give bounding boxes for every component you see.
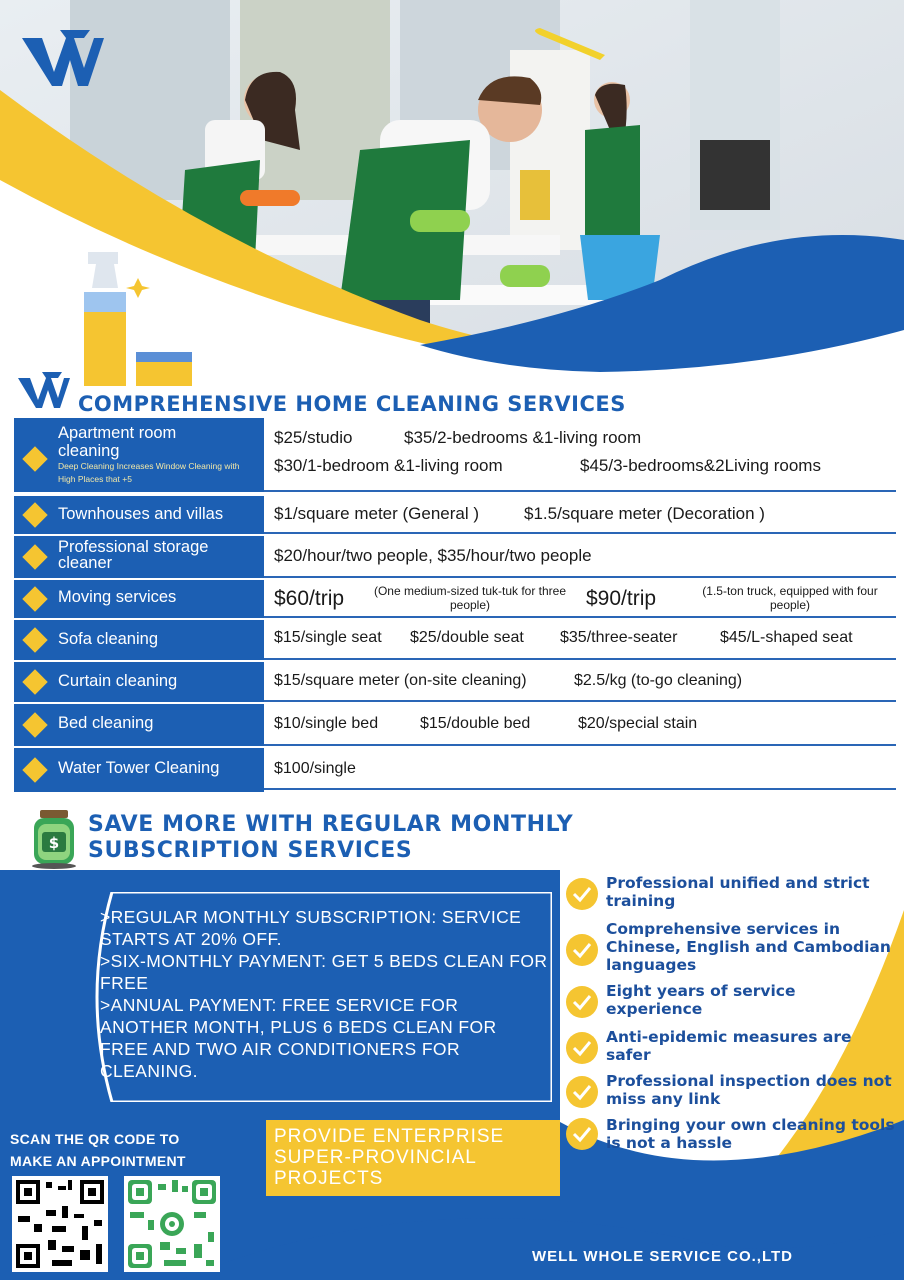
row-divider [264, 490, 896, 492]
row-divider [264, 700, 896, 702]
svg-text:$: $ [48, 834, 60, 852]
diamond-bullet-icon [22, 669, 47, 694]
money-jar-icon [28, 808, 80, 870]
row-divider [264, 532, 896, 534]
service-name: Moving services [58, 588, 177, 606]
company-logo-small [16, 372, 72, 410]
price: $100/single [274, 760, 356, 777]
service-name: Townhouses and villas [58, 505, 224, 523]
service-row-moving [14, 580, 896, 618]
check-icon [566, 1076, 598, 1108]
service-name-cell [14, 704, 264, 746]
price: $15/single seat [274, 629, 382, 646]
offer-item: >ANNUAL PAYMENT: FREE SERVICE FOR ANOTHER MONTH, PLUS 6 BEDS CLEAN FOR FREE AND TWO AIR CONDITIONERS FOR CLEANING. [100, 995, 497, 1081]
service-name: Curtain cleaning [58, 672, 178, 690]
service-name: Professional storage cleaner [58, 538, 209, 572]
service-name-cell [14, 418, 264, 492]
price: $60/trip [274, 587, 345, 610]
price: $25/studio [274, 428, 353, 447]
service-name: Apartment room cleaning [58, 424, 177, 460]
enterprise-line2: SUPER-PROVINCIAL [274, 1147, 477, 1168]
check-icon [566, 1118, 598, 1150]
service-name: Sofa cleaning [58, 630, 158, 648]
diamond-bullet-icon [22, 757, 47, 782]
subscription-title-line1: SAVE MORE WITH REGULAR MONTHLY [88, 812, 574, 837]
offer-list [100, 906, 550, 1082]
check-icon [566, 878, 598, 910]
company-name: WELL WHOLE SERVICE CO.,LTD [532, 1248, 794, 1265]
price: $15/double bed [420, 715, 531, 732]
service-note: Deep Cleaning Increases Window Cleaning with High Places that +5 [58, 461, 240, 484]
qr-code-appointment[interactable] [12, 1176, 108, 1272]
enterprise-line3: PROJECTS [274, 1168, 384, 1189]
services-title: COMPREHENSIVE HOME CLEANING SERVICES [78, 392, 626, 416]
price-detail: (1.5-ton truck, equipped with four people) [702, 584, 878, 612]
row-divider [264, 576, 896, 578]
service-row-bed [14, 704, 896, 746]
subscription-title [88, 812, 573, 864]
enterprise-line1: PROVIDE ENTERPRISE [274, 1126, 505, 1147]
check-icon [566, 986, 598, 1018]
feature-text: Comprehensive services in Chinese, English and Cambodian languages [606, 920, 891, 974]
feature-text: Anti-epidemic measures are safer [606, 1028, 852, 1064]
qr-label-line1: SCAN THE QR CODE TO [10, 1131, 180, 1147]
row-divider [264, 616, 896, 618]
service-row-sofa [14, 620, 896, 660]
price: $1.5/square meter (Decoration ) [524, 504, 765, 523]
enterprise-text [274, 1126, 504, 1189]
qr-code-wechat[interactable] [124, 1176, 220, 1272]
price: $45/L-shaped seat [720, 629, 853, 646]
feature-text: Professional inspection does not miss any link [606, 1072, 892, 1108]
service-row-apartment [14, 418, 896, 492]
price: $35/2-bedrooms &1-living room [404, 428, 642, 447]
price: $10/single bed [274, 715, 379, 732]
company-logo [20, 28, 106, 92]
service-name-cell [14, 748, 264, 792]
service-name-cell [14, 496, 264, 534]
offer-item: >SIX-MONTHLY PAYMENT: GET 5 BEDS CLEAN FOR FREE [100, 951, 548, 993]
service-name-cell [14, 662, 264, 702]
service-row-storage [14, 536, 896, 578]
feature-text: Professional unified and strict training [606, 874, 870, 910]
diamond-bullet-icon [22, 712, 47, 737]
check-icon [566, 1032, 598, 1064]
price: $15/square meter (on-site cleaning) [274, 672, 527, 689]
feature-text: Bringing your own cleaning tools is not a hassle [606, 1116, 895, 1152]
price: $2.5/kg (to-go cleaning) [574, 672, 743, 689]
price: $1/square meter (General ) [274, 504, 480, 523]
price: $35/three-seater [560, 629, 678, 646]
price: $20/hour/two people, $35/hour/two people [274, 546, 592, 565]
row-divider [264, 788, 896, 790]
service-row-townhouses [14, 496, 896, 534]
diamond-bullet-icon [22, 446, 47, 471]
row-divider [264, 658, 896, 660]
diamond-bullet-icon [22, 627, 47, 652]
spray-bottle-icon [78, 248, 194, 388]
price-detail: (One medium-sized tuk-tuk for three people) [373, 584, 567, 612]
row-divider [264, 744, 896, 746]
diamond-bullet-icon [22, 544, 47, 569]
diamond-bullet-icon [22, 502, 47, 527]
price: $45/3-bedrooms&2Living rooms [580, 456, 821, 475]
service-row-curtain [14, 662, 896, 702]
offer-item: >REGULAR MONTHLY SUBSCRIPTION: SERVICE STARTS AT 20% OFF. [100, 907, 522, 949]
hero-banner [0, 0, 904, 390]
qr-instructions [10, 1128, 186, 1172]
check-icon [566, 934, 598, 966]
service-name-cell [14, 580, 264, 618]
service-name: Bed cleaning [58, 714, 154, 732]
service-row-water-tower [14, 748, 896, 792]
price: $20/special stain [578, 715, 698, 732]
service-name-cell [14, 536, 264, 578]
diamond-bullet-icon [22, 586, 47, 611]
price: $30/1-bedroom &1-living room [274, 456, 503, 475]
subscription-title-line2: SUBSCRIPTION SERVICES [88, 838, 413, 863]
service-name-cell [14, 620, 264, 660]
feature-text: Eight years of service experience [606, 982, 796, 1018]
service-name: Water Tower Cleaning [58, 759, 220, 777]
qr-label-line2: MAKE AN APPOINTMENT [10, 1153, 186, 1169]
price: $25/double seat [410, 629, 524, 646]
price: $90/trip [586, 587, 657, 610]
